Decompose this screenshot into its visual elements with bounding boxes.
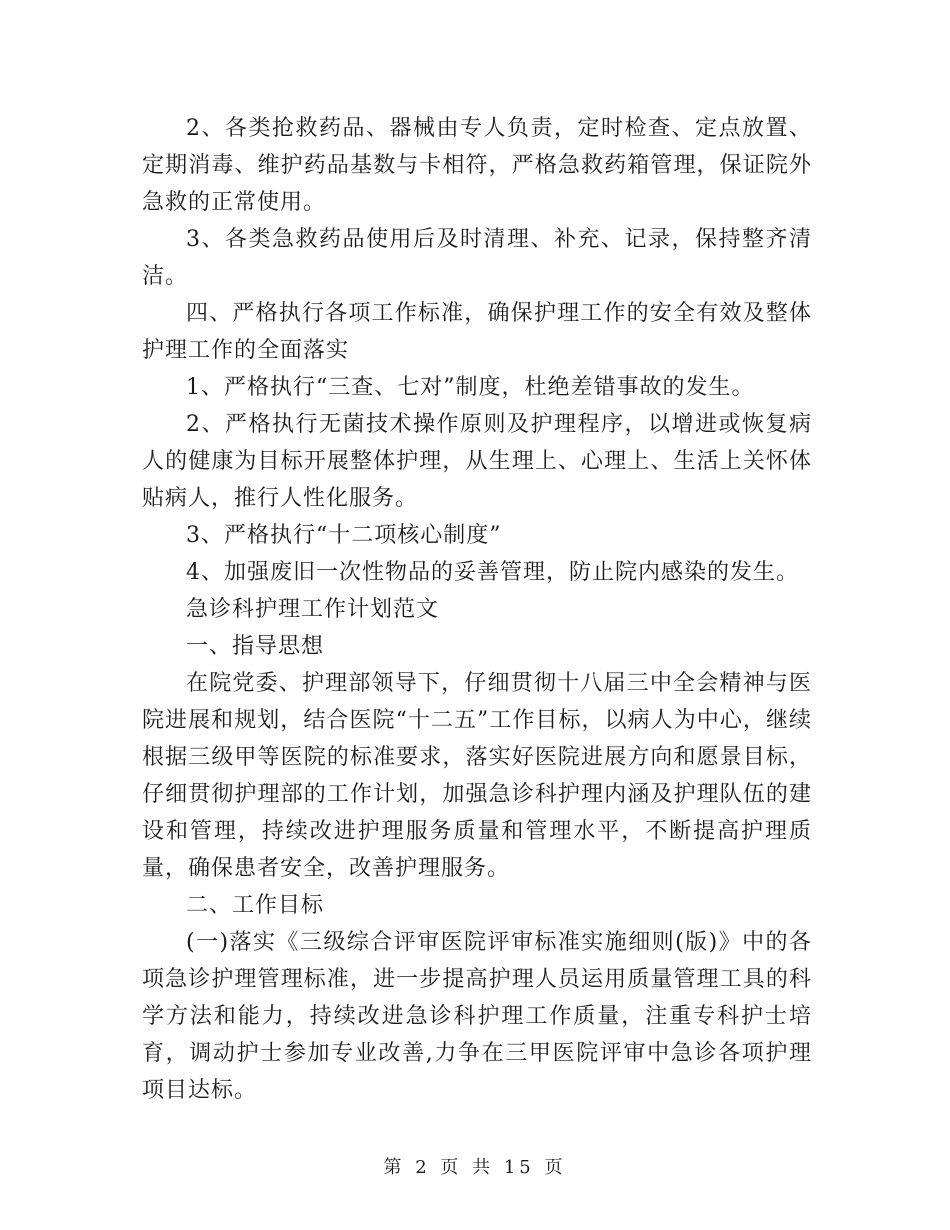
heading-work-goals: 二、工作目标 xyxy=(186,893,325,918)
paragraph: 2、各类抢救药品、器械由专人负责，定时检查、定点放置、定期消毒、维护药品基数与卡相符，严格急救药箱管理，保证院外急救的正常使用。 xyxy=(142,116,812,215)
paragraph: 2、严格执行无菌技术操作原则及护理程序，以增进或恢复病人的健康为目标开展整体护理，从生理上、心理上、生活上关怀体贴病人，推行人性化服务。 xyxy=(142,412,812,511)
paragraph: 1、严格执行“三查、七对”制度，杜绝差错事故的发生。 xyxy=(186,375,755,400)
paragraph: 3、各类急救药品使用后及时清理、补充、记录，保持整齐清洁。 xyxy=(142,227,812,289)
paragraph: 3、严格执行“十二项核心制度” xyxy=(186,523,502,548)
paragraph: 4、加强废旧一次性物品的妥善管理，防止院内感染的发生。 xyxy=(186,560,799,585)
section-title: 急诊科护理工作计划范文 xyxy=(186,597,440,622)
document-body xyxy=(142,110,812,1109)
heading-guiding-thought: 一、指导思想 xyxy=(186,634,325,659)
paragraph: 四、严格执行各项工作标准，确保护理工作的安全有效及整体护理工作的全面落实 xyxy=(142,301,812,363)
page-number: 第 2 页 共 15 页 xyxy=(383,1157,567,1178)
paragraph: (一)落实《三级综合评审医院评审标准实施细则(版)》中的各项急诊护理管理标准，进一步提高护理人员运用质量管理工具的科学方法和能力，持续改进急诊科护理工作质量，注重专科护士培育，调动护士参加专业改善,力争在三甲医院评审中急诊各项护理项目达标。 xyxy=(142,930,812,1103)
paragraph: 在院党委、护理部领导下，仔细贯彻十八届三中全会精神与医院进展和规划，结合医院“十二五”工作目标，以病人为中心，继续根据三级甲等医院的标准要求，落实好医院进展方向和愿景目标，仔细贯彻护理部的工作计划，加强急诊科护理内涵及护理队伍的建设和管理，持续改进护理服务质量和管理水平，不断提高护理质量，确保患者安全，改善护理服务。 xyxy=(142,671,812,881)
